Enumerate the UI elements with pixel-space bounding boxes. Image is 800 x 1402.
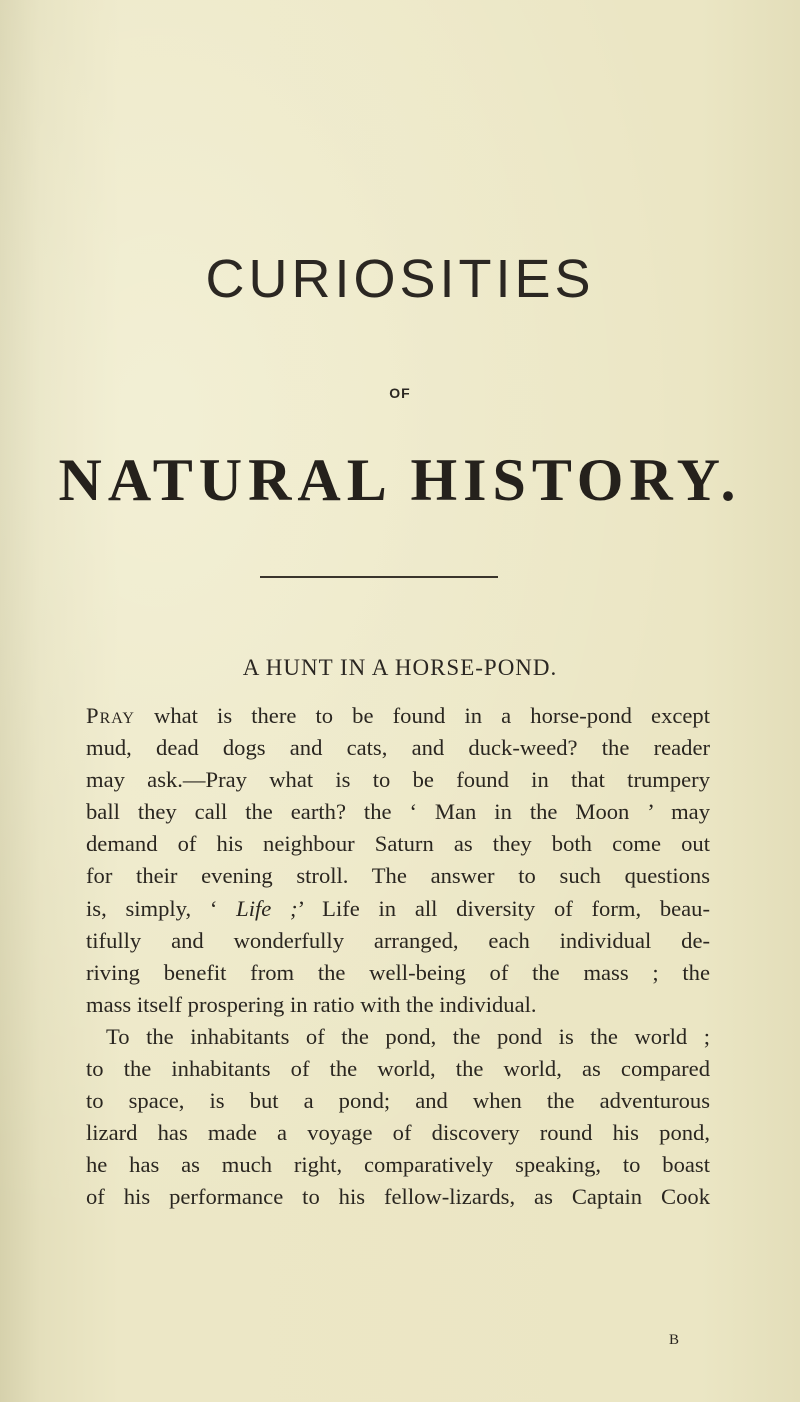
body-line-7-italic: Life ; bbox=[236, 895, 298, 921]
signature-mark: B bbox=[669, 1332, 680, 1348]
body-line-5: demand of his neighbour Saturn as they both come out bbox=[86, 831, 710, 857]
body-line-14: lizard has made a voyage of discovery round his pond, bbox=[86, 1120, 710, 1146]
drop-word: Pray bbox=[86, 703, 135, 728]
body-line-8: tifully and wonderfully arranged, each individual de- bbox=[86, 927, 710, 953]
body-line-9: riving benefit from the well-being of the mass ; the bbox=[86, 959, 710, 985]
body-line-7-pre: is, simply, ‘ bbox=[86, 895, 237, 921]
body-line-15: he has as much right, comparatively speaking, to boast bbox=[86, 1152, 710, 1178]
body-line-4: ball they call the earth? the ‘ Man in the Moon ’ may bbox=[86, 799, 710, 825]
body-line-11: To the inhabitants of the pond, the pond is the world ; bbox=[106, 1023, 710, 1049]
body-line-13: to space, is but a pond; and when the adventurous bbox=[86, 1088, 710, 1114]
body-line-12: to the inhabitants of the world, the world, as compared bbox=[86, 1056, 710, 1082]
body-line-6: for their evening stroll. The answer to such questions bbox=[86, 863, 710, 889]
title-curiosities: CURIOSITIES bbox=[205, 249, 595, 309]
body-line-7 bbox=[86, 893, 710, 925]
title-rule-divider bbox=[260, 576, 498, 578]
body-line-3: may ask.—Pray what is to be found in that trumpery bbox=[86, 767, 710, 793]
body-line-1 bbox=[86, 700, 710, 732]
body-text bbox=[86, 700, 710, 1214]
section-heading: A HUNT IN A HORSE-POND. bbox=[242, 655, 558, 680]
body-line-7-post: ’ Life in all diversity of form, beau- bbox=[297, 895, 710, 921]
title-natural-history: NATURAL HISTORY. bbox=[58, 447, 742, 513]
title-of: OF bbox=[389, 385, 411, 401]
body-line-10: mass itself prospering in ratio with the individual. bbox=[86, 991, 537, 1017]
body-line-16: of his performance to his fellow-lizards, as Captain Cook bbox=[86, 1184, 710, 1210]
body-line-1-rest: what is there to be found in a horse-pond except bbox=[134, 703, 710, 728]
body-line-2: mud, dead dogs and cats, and duck-weed? the reader bbox=[86, 735, 710, 761]
